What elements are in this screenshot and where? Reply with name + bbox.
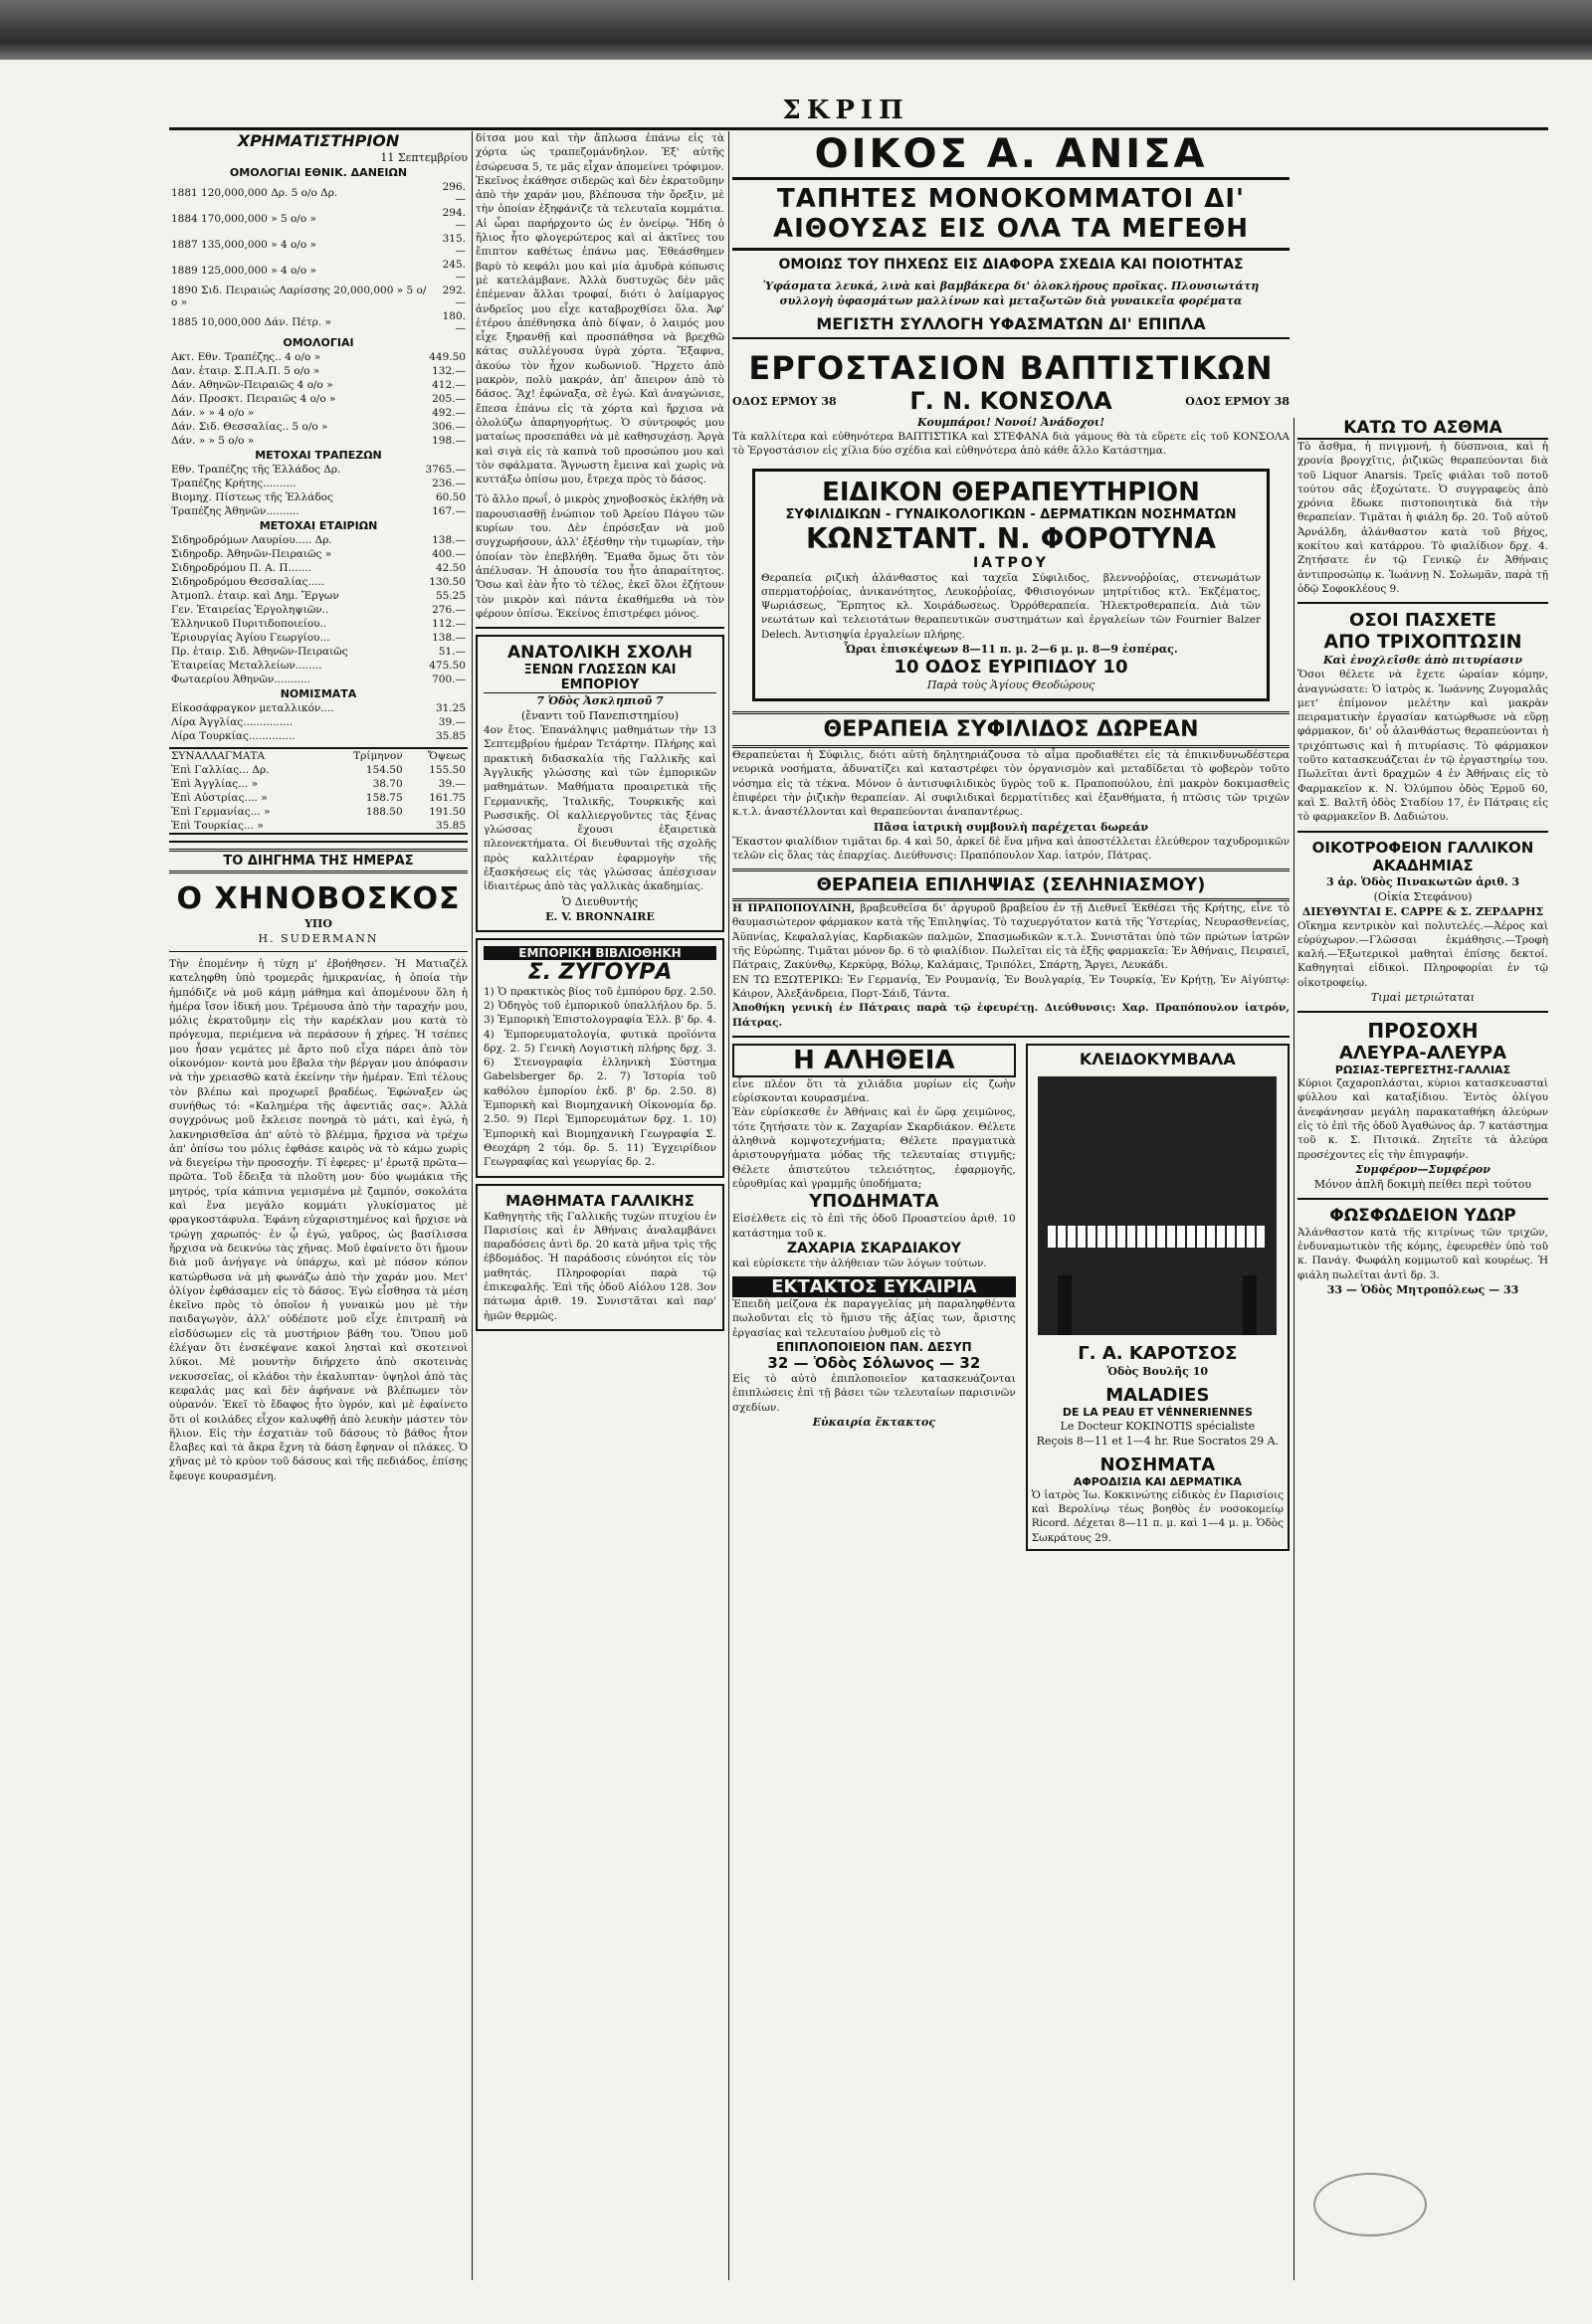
bonds-row-cell: 315.— [442,233,466,257]
flour-motto: Συμφέρον—Συμφέρον [1355,1162,1491,1176]
clinic-doctor: ΚΩΝΣΤΑΝΤ. Ν. ΦΟΡΟΤΥΝΑ [806,521,1216,555]
syphilis-price: Ἕκαστον φιαλίδιον τιμᾶται δρ. 4 καὶ 50, ἀρκεῖ δὲ ἕνα μῆνα καὶ ἀποστέλλεται ἐλεύθερον ταχυδρομικῶν τελῶν εἰς ὅλας τὰς ἐπαρχίας. Διεύθυνσις: Πραπόπουλον Χαρ. ἰατρόν, Πάτρας. [732,835,1290,862]
flour-attention: ΠΡΟΣΟΧΗ [1367,1019,1479,1044]
companies-row-cell: Ἐριουργίας Ἀγίου Γεωργίου... [171,632,330,644]
fx-row-cell [324,819,405,834]
header-rule [169,127,1548,130]
fx-row-cell: Ἐπὶ Τουρκίας... » [171,820,264,832]
coins-header: ΝΟΜΙΣΜΑΤΑ [280,687,357,700]
story-kicker: ΤΟ ΔΙΗΓΗΜΑ ΤΗΣ ΗΜΕΡΑΣ [169,849,468,873]
boarding-text: Οἴκημα κεντρικὸν καὶ πολυτελές.—Ἀέρος καὶ εὐρύχωρον.—Γλῶσσαι ἐκμάθησις.—Τροφὴ καλή.—Ἐξωτερικοὶ μαθηταὶ ἐπίσης δεκτοί. Καθηγηταὶ εἰδικοὶ. Πληροφορίαι ἐν τῷ οἰκοτροφείῳ. [1297,919,1548,989]
rare-text: Ἐπειδὴ μείζονα ἐκ παραγγελίας μὴ παραληφθέντα πωλοῦνται εἰς τὸ ἥμισυ τῆς ἀξίας των, ἄριστης ἐργασίας καὶ τελευταίου ῥυθμοῦ εἰς τὸ [732,1298,1016,1339]
oblig-row-cell: 412.— [432,379,466,391]
syphilis-text: Θεραπεύεται ἡ Σύφιλις, διότι αὐτὴ δηλητηριάζουσα τὸ αἷμα προδιαθέτει εἰς τὰ ἐπικινδυνωδέστερα νευρικὰ νοσήματα, ἀδυνατίζει καὶ καταστρέφει τὸν ὀργανισμὸν καὶ μεταδίδεται τὸ φοβερὸν τοῦτο νόσημα εἰς τὰ τέκνα. Μόνον ὁ ἀντισυφιλιδικὸς ὕγρὸς τοῦ κ. Πραποπούλου, ἐπὶ μακρὸν δοκιμασθεὶς ἐπιφέρει τὴν ῥιζικὴν θεραπείαν. Αἱ συφιλιδικαὶ δερματίτιδες καὶ ἐξανθήματα, ἡ πτῶσις τῶν τριχῶν κ.τ.λ. ἀναστέλλονται καὶ θεραπεύονται ἀναπαντέρως. [732,749,1290,819]
fx-row-cell: 191.50 [429,806,466,818]
anisa-carpets: ΤΑΠΗΤΕΣ ΜΟΝΟΚΟΜΜΑΤΟΙ ΔΙ' ΑΙΘΟΥΣΑΣ ΕΙΣ ΟΛΑ ΤΑ ΜΕΓΕΘΗ [732,177,1290,251]
baptism-address-left: ΟΔΟΣ ΕΡΜΟΥ 38 [732,394,837,408]
oblig-row-cell: Δάν. Σιδ. Θεσσαλίας.. 5 ο/ο » [171,421,328,433]
column-market-and-story [169,131,468,2280]
boarding-address-note: (Οἰκία Στεφάνου) [1373,889,1473,903]
companies-row [169,575,468,589]
flour-text: Κύριοι ζαχαροπλάσται, κύριοι κατασκευασταὶ φύλλου καὶ καταξίδιου. Ἐντὸς ὀλίγου ἀνεφάνησαν μεγάλη παρακαταθήκη ἀλεύρων εἰς τὸ ἐπὶ τῆς ὁδοῦ Ἀγαθώνος ἀρ. 7 κατάστημα τοῦ κ. Σ. Πιτσικά. Ζητεῖτε τὰ ἀλεύρα προσέχοντες εἰς τὴν ἐπιγραφήν. [1297,1077,1548,1161]
bonds-row-cell: 1889 125,000,000 » 4 ο/ο » [171,265,316,277]
market-title: ΧΡΗΜΑΤΙΣΤΗΡΙΟΝ [237,131,400,150]
fx-row [169,791,468,805]
hair-sub: Καὶ ἐνοχλεῖσθε ἀπὸ πιτυρίασιν [1322,654,1522,668]
companies-row-cell: Σιδηροδρόμων Λαυρίου..... Δρ. [171,534,332,546]
story-text: Τὴν ἐπομένην ἡ τύχη μ' ἐβοήθησεν. Ἡ Ματιαζέλ κατεληφθη ὑπὸ τρομερᾶς ἡμικρανίας, ἡ ὁποία τὴν ἠμπόδιζε νὰ μοῦ κάμῃ μάθημα καὶ ἀπομένουν ὅλη ἡ ἡμέρα ἴσον ἰδική μου. Τρέμουσα ἀπὸ τὴν ταραχήν μου, μόλις ἐκρατοῦμην εἰς τὴν καρέκλαν μου κατὰ τὸ πρόγευμα, περιέμενα νὰ περάσουν ἡ χήρες. Ἡ τσέπες μου ἦσαν γεμάτες μὲ ἄρτο ποῦ εἶχα πάρει ἀπὸ τὸν οἰκονόμον· κοντὰ μου ἔβαλα τὴν βέργαν μου ἀπόφασιν νὰ τὴν χρειασθῶ κατὰ ἐκείνην τὴν ἡμέραν. Ἐπὶ τέλους τὸν βλέπω καὶ προχωρεῖ βραδέως. Ἐφώναξεν ὡς συνήθως τό: «Καλημέρα τῆς ἀφεντιᾶς σας». Ἀλλὰ συγχρόνως μοῦ ἔκλεισε πονηρὰ τὸ μάτι, καὶ ἐγώ, ἡ λακνηρισθεῖσα ἀπ' αὐτὸ τὸ βλέμμα, ἤρχισα νὰ τρέχω ἀπ' ὀπίσω του μόλις ἐφθάσε καιρὸς νὰ τὸ κάμω χωρὶς νὰ διεγείρω τὴν προσοχήν. Τί ἐφερες· μ' ἐρωτᾷ πρῶτα—πρῶτα. Τοῦ ἔδειξα τὰ πλοῦτη μου· δύο ψωμάκια τῆς μητρός, τρία κάπινια γεμισμένα μὲ ζαμπόν, σοκολάτα καὶ ἕνα μεγάλο κομμάτι γλυκίσματος μὲ φραγκοστάφυλα. Ἐφάνη εὐχαριστημένος καὶ ἤρχισε νὰ τρώγῃ χαρωπός· ἐν ᾧ ἐγώ, γαῦρος, ὡς βασίλισσα ἤρχισα νὰ δεικνύω τὰς χῆνας. Μοῦ ἐφαίνετο ὅτι ἤμουν διὰ μοῦ ἀνήγαγε νὰ ὑπάρχω, καὶ μὲ πόσον κόπον κατώρθωσα νὰ μὴ φωνάζω ἀπὸ τὴν χαράν μου. Μετ' ὀλίγον ἐφθάσαμεν εἰς τὸ δάσος. Ἐγὼ εἶσθησα τὰ μέση ἐκεῖνο πρὸς τὸ ὁποῖον ἡ γυναικὼ μου μὲ τὴν παιδαγωγὸν, ἀλλ' οὐδέποτε μοῦ εἶχε ἐπιτραπῆ νὰ εἰσδύσωμεν εἰς τὰ μυστήριον βάθη του. Ὅπου μοῦ ἐλέγαν ὅτι ἐνσκέψανε κακοὶ λησταὶ καὶ σκοτεινοὶ λύκοι. Μὲ μουντὴν διήρχετο ἀπὸ σκοτεινὰς νεκυσσεῖας, οἱ κλάδοι τὴν ἐκαλυπταν· ὑψηλοὶ ἀπὸ τὰς κεφαλάς μας καὶ δὲν ἀφήνανε νὰ βλέπωμεν τὸν οὐρανόν. Ἐκεῖ τὸ ἔδαφος ἦτο ὑγρόν, καὶ μὲ ἐφαίνετο ὅτι οἱ κοιλάδες εἶχον καλυφθῇ ἀπὸ λευκὴν μάστεν τὸν ἥλιον. Εἰς τὴν ἐσχατιὰν τοῦ δάσους τὸ βάθος ἦτον ἔλαβες καὶ τὰ ἄκρα ἔχνη τὰ δάση ἔφηναν οἱ πλάκες. Ὁ χῆνας μὲ τὸ κρύον τοῦ δάσους καὶ τῆς πεδιάδος, ἐπίσης ἔφευγε κουρασμένη. [169,958,468,1482]
baptism-owner: Γ. Ν. ΚΟΝΣΟΛΑ [909,387,1112,415]
fx-row [169,763,468,777]
bookshop-list: 1) Ὁ πρακτικὸς βίος τοῦ ἐμπόρου δρχ. 2.50. 2) Ὁδηγὸς τοῦ ἐμπορικοῦ ὑπαλλήλου δρ. 5. 3) Ἐμπορικὴ Ἐπιστολογραφία Ἑλλ. β' δρ. 4. 4) Ἐμπορευματολογία, φυτικὰ προϊόντα δρχ. 2. 5) Γενικὴ Λογιστικὴ πλήρης δρχ. 3. 6) Στενογραφία ἑλληνικὴ Σύστημα Gabelsberger δρ. 2. 7) Ἱστορία τοῦ καθόλου ἐμπορίου ἐκδ. β' δρ. 2.50. 8) Ἐμπορικὴ καὶ Βιομηχανικὴ Οἰκονομία δρ. 2.50. 9) Περὶ Ἐμπορευμάτων δρχ. 1. 10) Ἐμπορικὴ καὶ Βιομηχανικὴ Γεωγραφία Σ. Θεοχάρη 2 τόμ. δρ. 5. 11) Ἐγχειρίδιον Γεωγραφίας καὶ γεωργίας δρ. 2. [484,985,716,1169]
companies-row-cell: 700.— [432,674,466,685]
anisa-fabrics: Ὑφάσματα λευκά, λινὰ καὶ βαμβάκερα δι' ὁλοκλήρους προῖκας. Πλουσιωτάτη συλλογὴ ὑφασμάτων μαλλίνων καὶ μεταξωτῶν διὰ γυναικεῖα φορέματα [762,280,1260,307]
fx-row-cell: 155.50 [429,764,466,776]
companies-row [169,645,468,659]
maladies-hours: Reçois 8—11 et 1—4 hr. Rue Socratos 29 A. [1036,1434,1280,1448]
school-text: 4ον ἔτος. Ἐπανάληψις μαθημάτων τὴν 13 Σεπτεμβρίου ἡμέραν Τετάρτην. Πλήρης καὶ πρακτικὴ διδασκαλία τῆς Γαλλικῆς καὶ Ἀγγλικῆς γλώσσης καὶ τῶν ἐμπορικῶν μαθημάτων. Μαθήματα προαιρετικὰ τῆς Γερμανικῆς, Ἰταλικῆς, Τουρκικῆς καὶ Ρωσσικῆς. Οἱ καλλιεργοῦντες τὰς ξένας γλώσσας ἔχουσι ἐξαιρετικὰ πλεονεκτήματα. Οἱ διευθυνταὶ τῆς σχολῆς πρὸς καλλιτέραν ἐφαρμογὴν τῆς ἐξασκήσεως εἰς τὰς γλώσσας ἀπέσχισαν ἰδιαιτέρως ἀπὸ τὰς γαλλικὰς ἀκαδημίας. [484,724,716,893]
bookshop-ad [476,938,724,1178]
phosphate-text: Ἀλάνθαστον κατὰ τῆς κιτρίνως τῶν τριχῶν, ἐνδυναμωτικὸν τῆς κόμης, ἐφευρεθὲν ὑπὸ τοῦ κ. Πανάγ. Φωφάλη κομμωτοῦ καὶ κουρέως. Ἡ φιάλη πωλεῖται ἀντὶ δρ. 3. [1297,1226,1548,1281]
flour-origins: ΡΩΣΙΑΣ-ΤΕΡΓΕΣΤΗΣ-ΓΑΛΛΙΑΣ [1334,1064,1511,1077]
anisa-collection: ΜΕΓΙΣΤΗ ΣΥΛΛΟΓΗ ΥΦΑΣΜΑΤΩΝ ΔΙ' ΕΠΙΠΛΑ [732,314,1290,339]
clinic-title: ΕΙΔΙΚΟΝ ΘΕΡΑΠΕΥΤΗΡΙΟΝ [822,477,1200,507]
boarding-address: 3 ἀρ. Ὁδὸς Πινακωτῶν ἀριθ. 3 [1325,874,1520,888]
companies-row-cell: 42.50 [435,562,466,574]
boarding-directors: ΔΙΕΥΘΥΝΤΑΙ Ε. CAPPE & Σ. ΖΕΡΔΑΡΗΣ [1301,904,1544,918]
school-title-2: ΞΕΝΩΝ ΓΛΩΣΣΩΝ ΚΑΙ ΕΜΠΟΡΙΟΥ [484,663,716,693]
oblig-row-cell: 132.— [432,365,466,377]
bonds-header: ΟΜΟΛΟΓΙΑΙ ΕΘΝΙΚ. ΔΑΝΕΙΩΝ [229,166,408,179]
truth-title: Η ΑΛΗΘΕΙΑ [732,1044,1016,1077]
banks-row [169,504,468,518]
banks-row-cell: Τραπέζης Κρήτης.......... [171,478,297,489]
coins-row-cell: 31.25 [435,702,466,714]
bonds-row [169,309,468,335]
baptism-title: ΕΡΓΟΣΤΑΣΙΟΝ ΒΑΠΤΙΣΤΙΚΩΝ [748,349,1274,387]
shoes-title: ΥΠΟΔΗΜΑΤΑ [809,1191,939,1213]
piano-address: Ὁδὸς Βουλῆς 10 [1106,1364,1208,1378]
market-date: 11 Σεπτεμβρίου [380,151,468,164]
clinic-role: ΙΑΤΡΟΥ [973,554,1049,571]
fx-table [169,747,468,835]
syphilis-free: Πᾶσα ἰατρικὴ συμβουλὴ παρέχεται δωρεάν [873,820,1149,834]
story-author: Η. SUDERMANN [258,932,379,945]
banks-row-cell: 236.— [432,478,466,489]
companies-row-cell: 51.— [438,646,466,658]
companies-row [169,617,468,631]
library-stamp [1313,2173,1427,2236]
bonds-row [169,284,468,309]
fx-row [169,777,468,791]
column-right-ads [1297,418,1548,2280]
bookshop-name: ΕΜΠΟΡΙΚΗ ΒΙΒΛΙΟΘΗΚΗ [484,946,716,960]
fx-row [169,805,468,819]
diseases-text: Ὁ ἰατρὸς Ἰω. Κοκκινώτης εἰδικὸς ἐν Παρισίοις καὶ Βερολίνῳ τέως βοηθὸς ἐν νοσοκομείῳ Ricord. Δέχεται 8—11 π. μ. καὶ 1—4 μ. μ. Ὁδὸς Σωκράτους 29. [1031,1488,1284,1544]
oblig-row-cell: Δάν. » » 5 ο/ο » [171,435,255,447]
oblig-row-cell: 306.— [432,421,466,433]
companies-row-cell: Ἀτμοπλ. ἐταιρ. καὶ Δημ. Ἔργων [171,590,339,602]
companies-row-cell: Σιδηροδρόμου Θεσσαλίας..... [171,576,325,588]
fx-row-cell: 39.— [438,778,466,790]
truth-intro: εἶνε πλέον ὅτι τὰ χιλιάδια μυρίων εἰς ζωὴν εὑρίσκονται κουρασμένα. [732,1077,1016,1105]
asthma-title: ΚΑΤΩ ΤΟ ΑΣΘΜΑ [1297,418,1548,440]
column-center-ads [732,131,1290,2280]
companies-row-cell: Ἑταιρείας Μεταλλείων........ [171,660,322,672]
french-text: Καθηγητὴς τῆς Γαλλικῆς τυχὼν πτυχίου ἐν Παρισίοις καὶ ἐν Ἀθήναις ἀναλαμβάνει παραδόσεις ἀντὶ δρ. 20 κατὰ μῆνα τρὶς τῆς ἑβδομάδος. Ἡ παράδοσις εὐνόητοι εἰς τὸν μαθητάς. Πληροφορίαι παρὰ τῷ ἐπικεφαλῆς. Ἐπὶ τῆς ὁδοῦ Αἰόλου 128. 3ον πάτωμα ἀριθ. 19. Συνιστᾶται καὶ παρ' ἡμῶν θερμῶς. [484,1210,716,1322]
fx-row-cell: ΣΥΝΑΛΛΑΓΜΑΤΑ [171,750,266,762]
bonds-row-cell: 292.— [442,285,466,308]
anisa-title: ΟΙΚΟΣ Α. ΑΝΙΣΑ [814,131,1208,177]
coins-row [169,729,468,743]
piano-ad [1026,1044,1290,1551]
banks-row [169,477,468,490]
fx-row-cell: 154.50 [365,764,403,776]
maladies-doctor: Le Docteur KOKINOTIS spécialiste [1060,1419,1256,1433]
rare-address: 32 — Ὁδὸς Σόλωνος — 32 [767,1353,981,1372]
fx-row-cell: 188.50 [365,806,403,818]
fx-row-cell: 38.70 [372,778,403,790]
companies-row-cell: 112.— [432,618,466,630]
oblig-row-cell: Δάν. Προσκτ. Πειραιῶς 4 ο/ο » [171,393,336,405]
oblig-header: ΟΜΟΛΟΓΙΑΙ [283,336,354,349]
truth-ad [732,1044,1016,1551]
story-title: Ο ΧΗΝΟΒΟΣΚΟΣ [176,881,461,916]
companies-row-cell: 276.— [432,604,466,616]
shoes-end: καὶ εὑρίσκετε τὴν ἀλήθειαν τῶν λόγων τούτων. [732,1257,987,1269]
school-director: E. V. BRONNAIRE [545,909,655,923]
bonds-row-cell: 180.— [442,310,466,334]
rare-tail: Εἰς τὸ αὐτὸ ἐπιπλοποιεῖον κατασκευάζονται ἐπιπλώσεις ἐπὶ τῇ βάσει τῶν τελευταίων παρισινῶν σχεδίων. [732,1372,1016,1414]
school-ad [476,635,724,932]
companies-row-cell: Σιδηροδρ. Ἀθηνῶν-Πειραιῶς » [171,548,332,560]
bonds-row [169,206,468,232]
bonds-row-cell: 245.— [442,259,466,283]
story-by: ΥΠΟ [304,917,332,930]
clinic-specialties: ΣΥΦΙΛΙΔΙΚΩΝ - ΓΥΝΑΙΚΟΛΟΓΙΚΩΝ - ΔΕΡΜΑΤΙΚΩΝ ΝΟΣΗΜΑΤΩΝ [785,506,1237,522]
companies-row [169,561,468,575]
oblig-row [169,406,468,420]
companies-row-cell: Φωταερίου Ἀθηνῶν........... [171,674,311,685]
baptism-address-right: ΟΔΟΣ ΕΡΜΟΥ 38 [1185,394,1290,408]
bonds-row-cell: 1884 170,000,000 » 5 ο/ο » [171,213,316,225]
fx-row-cell: Ἐπὶ Γαλλίας... Δρ. [171,764,270,776]
companies-row [169,533,468,547]
school-title: ΑΝΑΤΟΛΙΚΗ ΣΧΟΛΗ [507,643,693,664]
clinic-landmark: Παρὰ τοὺς Ἁγίους Θεοδώρους [926,678,1095,692]
oblig-row-cell: Δάν. » » 4 ο/ο » [171,407,255,419]
companies-row-cell: 475.50 [429,660,466,672]
hair-title: ΑΠΟ ΤΡΙΧΟΠΤΩΣΙΝ [1323,631,1522,654]
boarding-title: ΟΙΚΟΤΡΟΦΕΙΟΝ ΓΑΛΛΙΚΟΝ [1311,838,1534,857]
piano-title: ΚΛΕΙΔΟΚΥΜΒΑΛΑ [1079,1049,1236,1068]
column-rule [472,131,473,2280]
coins-row-cell: 35.85 [435,730,466,742]
fx-row-cell: Τρίμηνον [353,750,403,762]
piano-dealer: Γ. Α. ΚΑΡΟΤΣΟΣ [1078,1342,1238,1364]
coins-table [169,701,468,743]
flour-title: ΑΛΕΥΡΑ-ΑΛΕΥΡΑ [1338,1043,1507,1065]
banks-row-cell: 167.— [432,505,466,517]
banks-row-cell: 3765.— [425,464,466,476]
syphilis-title: ΘΕΡΑΠΕΙΑ ΣΥΦΙΛΙΔΟΣ ΔΩΡΕΑΝ [732,711,1290,748]
companies-row-cell: 130.50 [429,576,466,588]
companies-row-cell: Ἑλληνικοῦ Πυριτιδοποιείου.. [171,618,327,630]
shoes-owner: ΖΑΧΑΡΙΑ ΣΚΑΡΔΙΑΚΟΥ [786,1240,961,1257]
banks-row-cell: 60.50 [435,491,466,503]
bonds-row [169,258,468,284]
phosphate-address: 33 — Ὁδὸς Μητροπόλεως — 33 [1326,1282,1519,1296]
school-address: 7 Ὁδὸς Ἀσκληπιοῦ 7 [536,694,664,708]
oblig-row-cell: 449.50 [429,351,466,363]
school-sign: Ὁ Διευθυντής [561,894,639,908]
companies-row-cell: 400.— [432,548,466,560]
diseases-sub: ΑΦΡΟΔΙΣΙΑ ΚΑΙ ΔΕΡΜΑΤΙΚΑ [1073,1474,1242,1488]
hair-text: Ὅσοι θέλετε νὰ ἔχετε ὡραίαν κόμην, ἀναγνώσατε: Ὁ ἰατρὸς κ. Ἰωάννης Ζυγομαλᾶς μετ' ἐπίμονον μελέτην καὶ μακρὰν πειραματικὴν ἐργασίαν κατώρθωσε νὰ εὕρῃ φάρμακον, δι' οὗ ἀλανθάστως θεραπεύονται ἡ τριχόπτωσις καὶ ἡ πιτυρίασις. Τὸ φάρμακον τοῦτο κατασκευάζεται ἐν τῷ ἐργαστηρίῳ του. Πωλεῖται ἀντὶ δραχμῶν 4 ἐν Ἀθήναις εἰς τὸ Φαρμακεῖον κ. Ν. Ὀλύμπου ὁδὸς Ἑρμοῦ 60, καὶ Σ. Βαλτῆ ὁδὸς Σταδίου 17, ἐν Πάτραις εἰς τὸ φαρμακεῖον Β. Δαδιώτου. [1297,669,1548,824]
masthead: ΣΚΡΙΠ [782,96,909,125]
epilepsy-title: ΘΕΡΑΠΕΙΑ ΕΠΙΛΗΨΙΑΣ (ΣΕΛΗΝΙΑΣΜΟΥ) [732,869,1290,901]
companies-table [169,533,468,686]
bonds-row-cell: 294.— [442,207,466,231]
clinic-ad [752,469,1270,701]
bonds-row-cell: 1890 Σιδ. Πειραιώς Λαρίσσης 20,000,000 » 5 ο/ο » [171,285,427,308]
hair-kicker: ΟΣΟΙ ΠΑΣΧΕΤΕ [1349,610,1496,632]
asthma-text: Τὸ ἄσθμα, ἡ πνιγμονή, ἡ δύσπνοια, καὶ ἡ χρονία βρογχῖτις, ῥιζικῶς θεραπεύονται διὰ τοῦ Liquor Anarsis. Τρεῖς φιάλαι τοῦ ποτοῦ τούτου σᾶς ἐξοχώτατε. Ὁ συγγραφεὺς ἀπὸ χρόνια ἔδωκε πιστοποιητικὰ διὰ τὴν θεραπείαν. Τιμᾶται ἡ φιάλη δρ. 20. Τοῦ αὐτοῦ Ἀρνάλδη, ἀλάνθαστον κατὰ τοῦ βήχος, κοκίτου καὶ κατάρρου. Τὸ φιαλίδιον δρχ. 4. Ζητήσατε ἐν τῷ Γενικῷ ἐν Ἀθήναις ἀντιπροσώπῳ κ. Ἰωάννῃ Ν. Σολωμᾶν, παρὰ τῇ ὁδῷ Σοφοκλέους 9. [1297,441,1548,595]
banks-header: ΜΕΤΟΧΑΙ ΤΡΑΠΕΖΩΝ [255,449,382,462]
flour-motto-2: Μόνον ἀπλῆ δοκιμὴ πείθει περὶ τούτου [1313,1177,1532,1191]
baptism-kicker: Κουμπάροι! Νονοί! Ἀνάδοχοι! [916,416,1105,429]
companies-row-cell: 138.— [432,534,466,546]
school-address-note: (ἔναντι τοῦ Πανεπιστημίου) [521,709,679,723]
oblig-row-cell: 198.— [432,435,466,447]
epilepsy-name: Η ΠΡΑΠΟΠΟΥΛΙΝΗ, [732,902,856,915]
story-continued-2: Τὸ ἄλλο πρωΐ, ὁ μικρὸς χηνοβοσκὸς ἐκλήθη νὰ παρουσιασθῇ ἐνώπιον τοῦ Ἀρείου Πάγου τῶν κυρίων του. Δὲν ἐπρόσεξαν νὰ μοῦ συγχωρήσουν, ἀλλ' ἐξέσθην τὴν τιμωρίαν, τὴν ὁποίαν τὸν ἐπεβλήθη. Ἔμαθα ὅμως ὅτι τὸν ἀπέλυσαν. Ἡ ἀπουσία του ἦτο ἀπαραίτητος. Ὅσω καὶ ἐὰν ἦτο τὸ τέλος, ἐκεῖ ὅλοι ἐζήτουν τὸν μικρὸν καὶ πάντα ἐκαθήμεθα νὰ τὸν φέρουν ὀπίσω. Ἐκείνος ἐπιστρέφει μόνος. [476,493,724,620]
bonds-table [169,180,468,335]
coins-row-cell: Λίρα Τουρκίας.............. [171,730,296,742]
banks-row-cell: Τραπέζης Ἀθηνῶν.......... [171,505,299,517]
rare-end: Εὐκαιρία ἔκτακτος [812,1415,936,1429]
baptism-header-row [732,387,1290,415]
oblig-table [169,350,468,448]
fx-row-cell: Ἐπὶ Γερμανίας... » [171,806,271,818]
oblig-row [169,434,468,448]
oblig-row [169,420,468,434]
coins-row-cell: Λίρα Ἀγγλίας............... [171,716,294,728]
maladies-sub: DE LA PEAU ET VÉNNERIENNES [1062,1405,1253,1419]
companies-row [169,659,468,673]
french-lessons-ad [476,1184,724,1331]
bonds-row-cell: 1885 10,000,000 Δάν. Πέτρ. » [171,316,331,328]
fx-row-cell: Ὄψεως [428,750,466,762]
clinic-hours: Ὧραι ἐπισκέψεων 8—11 π. μ. 2—6 μ. μ. 8—9 ἑσπέρας. [844,643,1178,657]
companies-row [169,547,468,561]
maladies-title: MALADIES [1105,1384,1210,1406]
bonds-row [169,180,468,206]
companies-row-cell: Γεν. Ἑταιρείας Ἐργοληψιῶν.. [171,604,329,616]
companies-row-cell: 138.— [432,632,466,644]
companies-row [169,603,468,617]
bottom-center-ads [732,1044,1290,1551]
oblig-row [169,350,468,364]
epilepsy-abroad: ΕΝ ΤΩ ΕΞΩΤΕΡΙΚΩ: Ἐν Γερμανίᾳ, Ἐν Ρουμανίᾳ, Ἐν Βουλγαρίᾳ, Ἐν Τουρκίᾳ, Ἐν Κρήτῃ, Ἐν Αἰγύπτῳ: Κάιρον, Ἀλεξάνδρεια, Πορτ-Σάιδ, Τάντα. [732,973,1290,1000]
oblig-row [169,364,468,378]
companies-row-cell: 55.25 [435,590,466,602]
bonds-row-cell: 296.— [442,181,466,205]
column-rule [728,131,729,2280]
companies-row-cell: Πρ. ἑταιρ. Σιδ. Ἀθηνῶν-Πειραιῶς [171,646,348,658]
column-story-cont-and-ads [476,131,724,2280]
oblig-row-cell: 492.— [432,407,466,419]
french-title: ΜΑΘΗΜΑΤΑ ΓΑΛΛΙΚΗΣ [505,1191,695,1210]
fx-row [169,819,468,834]
shoes-address: Εἰσέλθετε εἰς τὸ ἐπὶ τῆς ὁδοῦ Προαστείου ἀριθ. 10 κατάστημα τοῦ κ. [732,1213,1016,1240]
coins-row-cell: Εἰκοσάφραγκον μεταλλικόν.... [171,702,334,714]
story-continued: δίτσα μου καὶ τὴν ἄπλωσα ἐπάνω εἰς τὰ χόρτα ὡς τραπεζομάνδηλον. Ἐξ' αὐτῆς ἐσώρευσα 5, τε μᾶς εἶχαν ἀπομείνει τρόφιμον. Ἐκεῖνος ἐκάθησε σιδερῶς καὶ δὲν ἐκρατοῦμην ἀπὸ τὴν χαράν μου, βλέπουσα τὴν ὄρεξιν, μὲ τὴν ὁποίαν ἐξηφάνιζε τὰ τελευταῖα κομμάτια. Αἱ ὧραι παρήρχοντο ὡς ἐν ὀνείρῳ. Ἤδη ὁ ἥλιος ἦτο φλογερώτερος καὶ αἱ ἀκτῖνες του ἔπιπτον καθέτως ἐπάνω μας. Ἐθεάσθημεν βαρὺ τὸ κεφάλι μου καὶ μία ἀμυδρὰ κόπωσις μὲ κατελάμβανε. Ἀλλὰ δυστυχῶς δὲν μᾶς ἐπέμεναν ἄλλαι τροφαί, διότι ὁ λαίμαργος ἀνδρεῖος μου εἶχε καταβροχθίσει ὅλα. Ἀφ' ἑτέρου ἀπέθνησκα ἀπὸ δίψαν, ὁ λαιμός μου εἶχε ξηρανθῇ καὶ προσπάθησα νὰ βρεχθῶ κάτας συλλέγουσα ὑγρὰ χόρτα. Ἔξαφνα, ἀκούω τὸν ἦχον κωδωνιοῦ. Ἤρχετο ἀπὸ μακρὸν, πολὺ μακράν, ἀπ' ἄπειρον ἀπὸ τὸ δάσος. Ἂχ! ἐφώναξα, σὲ ἐγώ. Καὶ ἀναγώνισε, ἔπεσα ἐπάνω εἰς τὰ χόρτα καὶ ἤρχισα νὰ ὀλολύζω ἀπαρηγορήτως. Ὁ σύντροφός μου ματαίως προσεπάθει νὰ μὲ καθησυχάσῃ. Ἀργὰ καὶ σιγὰ εἰς τὰ καπνὰ τοῦ προσώπου μου καὶ τὸν σφάλματα. Ἄγνωστη ἔμεινα καὶ χωρὶς νὰ κυττάξω ὀπίσω μου, ἔτρεχα πρὸς τὸ δάσος. [476,132,724,486]
banks-row [169,463,468,477]
boarding-title-2: ΑΚΑΔΗΜΙΑΣ [1372,856,1474,874]
scan-top-edge [0,0,1592,60]
epilepsy-text: βραβευθεῖσα δι' ἀργυροῦ βραβείου ἐν τῇ Διεθνεῖ Ἐκθέσει τῆς Κρήτης, εἶνε τὸ θαυμασιώτερον φάρμακον κατὰ τῆς Ἐπιληψίας. Τὸ ταχυεργότατον κατὰ τῆς Ὑστερίας, Νευρασθενείας, Ἀϋπνίας, Κεφαλαλγίας, Καρδιακῶν παλμῶν, Σπασμωδικῶν κ.τ.λ. Συνιστᾶται ὑπὸ τῶν πρώτων ἰατρῶν τῆς Εὐρώπης. Τιμᾶται μόνον δρ. 6 τὸ φιαλίδιον. Πωλεῖται εἰς τὰ ἑξῆς φαρμακεῖα: Ἐν Ἀθήναις, Πειραιεῖ, Πάτραις, Ζακύνθῳ, Κερκύρᾳ, Βόλῳ, Καλάμαις, Τριπόλει, Σπάρτῃ, Ἄργει, Λευκάδι. [732,902,1290,972]
fx-row-cell: 35.85 [435,820,466,832]
companies-row [169,631,468,645]
epilepsy-general: Ἀποθήκη γενικὴ ἐν Πάτραις παρὰ τῷ ἐφευρέτῃ. Διεύθυνσις: Χαρ. Πραπόπουλον ἰατρόν, Πάτρας. [732,1002,1290,1029]
banks-row-cell: Εθν. Τραπέζης τῆς Ἑλλάδος Δρ. [171,464,341,476]
bonds-row-cell: 1881 120,000,000 Δρ. 5 ο/ο Δρ. [171,187,338,199]
clinic-text: Θεραπεία ριζικὴ ἀλάνθαστος καὶ ταχεῖα Σύφιλιδος, βλεννοῤῥοίας, στενωμάτων σπερματοῤῥοίας, ἀνικανότητος, Λευκοῤῥοίας, Φθισιογόνων μητρίτιδος κτλ. Ἐκζέματος, Ψωριάσεως, Ἕρπητος κλ. Χοιράδωσεως. Ὀρρόθεραπεία. Ἠλεκτροθεραπεία. Διὰ τῶν νεωτάτων καὶ τελειοτάτων θεραπευτικῶν συστημάτων καὶ ἐργαλείων τῶν Fournier Balzer Delech. Ἀντισηψία ἐργαλείων πλήρης. [761,571,1261,641]
companies-row [169,589,468,603]
banks-table [169,463,468,518]
bonds-row [169,232,468,258]
piano-illustration [1038,1076,1277,1335]
fx-row-cell: Ἐπὶ Ἀγγλίας... » [171,778,258,790]
anisa-patterns: ΟΜΟΙΩΣ ΤΟΥ ΠΗΧΕΩΣ ΕΙΣ ΔΙΑΦΟΡΑ ΣΧΕΔΙΑ ΚΑΙ ΠΟΙΟΤΗΤΑΣ [778,257,1244,273]
bookshop-owner: Σ. ΖΥΓΟΥΡΑ [527,959,673,985]
oblig-row [169,392,468,406]
fx-row-cell: Ἐπὶ Αὐστρίας.... » [171,792,268,804]
coins-row [169,715,468,729]
baptism-text: Τὰ καλλίτερα καὶ εὐθηνότερα ΒΑΠΤΙΣΤΙΚΑ καὶ ΣΤΕΦΑΝΑ διὰ γάμους θὰ τὰ εὕρετε εἰς τοῦ ΚΟΝΣΟΛΑ τὸ Ἐργοστάσιον εἰς χίλια δύο σχέδια καὶ εὐθηνότερα ἀπὸ κάθε ἄλλο Κατάστημα. [732,431,1290,458]
rare-shop: ΕΠΙΠΛΟΠΟΙΕΙΟΝ ΠΑΝ. ΔΕΣΥΠ [776,1339,972,1354]
oblig-row-cell: Δαν. ἐταιρ. Σ.Π.Α.Π. 5 ο/ο » [171,365,320,377]
oblig-row [169,378,468,392]
boarding-fees: Τιμαὶ μετριώταται [1370,991,1476,1005]
clinic-address: 10 ΟΔΟΣ ΕΥΡΙΠΙΔΟΥ 10 [894,657,1128,678]
companies-header: ΜΕΤΟΧΑΙ ΕΤΑΙΡΙΩΝ [259,519,378,532]
oblig-row-cell: 205.— [432,393,466,405]
companies-row [169,673,468,686]
fx-row [169,748,468,763]
fx-row-cell: 158.75 [365,792,403,804]
rare-title: ΕΚΤΑΚΤΟΣ ΕΥΚΑΙΡΙΑ [732,1276,1016,1297]
truth-text: Ἐὰν εὑρίσκεσθε ἐν Ἀθήναις καὶ ἐν ὥρᾳ χειμῶνος, τότε ζητήσατε τὸν κ. Ζαχαρίαν Σκαρδιάκον. Θέλετε ἀληθινὰ κομψοτεχνήματα; Θέλετε πραγματικὰ ἀριστουργήματα μόδας τῆς τελευταίας στιγμῆς; Θέλετε ἀπιστεύτου τελειότητος, ἐφαρμογῆς, εὐρυθμίας καὶ γραμμῆς ὑποδήματα; [732,1106,1016,1190]
bonds-row-cell: 1887 135,000,000 » 4 ο/ο » [171,239,316,251]
companies-row-cell: Σιδηροδρόμου Π. Α. Π....... [171,562,311,574]
oblig-row-cell: Δάν. Αθηνῶν-Πειραιῶς 4 ο/ο » [171,379,333,391]
diseases-title: ΝΟΣΗΜΑΤΑ [1099,1453,1216,1475]
coins-row [169,701,468,715]
oblig-row-cell: Ακτ. Εθν. Τραπέζης.. 4 ο/ο » [171,351,321,363]
phosphate-title: ΦΩΣΦΩΔΕΙΟΝ ΥΔΩΡ [1329,1205,1516,1226]
fx-row-cell: 161.75 [429,792,466,804]
banks-row [169,490,468,504]
banks-row-cell: Βιομηχ. Πίστεως τῆς Ἑλλάδος [171,491,333,503]
coins-row-cell: 39.— [438,716,466,728]
